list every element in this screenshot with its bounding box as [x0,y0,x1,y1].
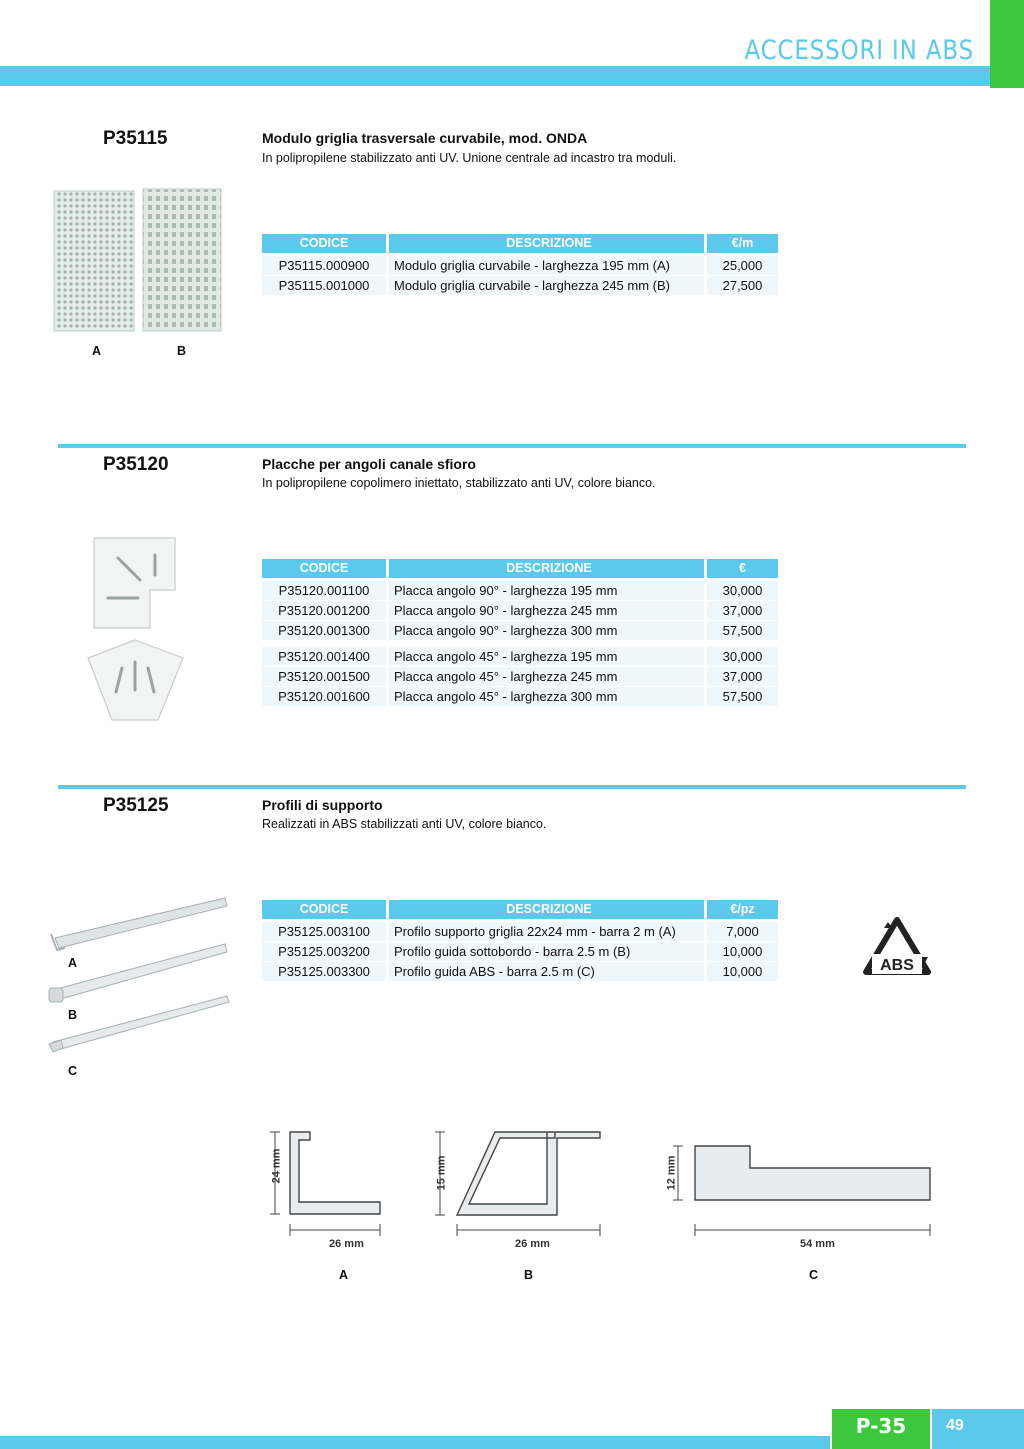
cell-description: Placca angolo 45° - larghezza 300 mm [389,687,704,707]
cell-price: 30,000 [707,581,778,601]
table-row [262,687,778,707]
product-description: Realizzati in ABS stabilizzati anti UV, colore bianco. [262,817,547,831]
cell-price: 10,000 [707,942,778,962]
table-row [262,962,778,982]
image-label: B [177,344,187,358]
section-divider [58,444,966,448]
product-title: Profili di supporto [262,797,383,813]
grid-module-image [50,185,225,335]
image-label: A [68,956,78,970]
table-row [262,922,778,942]
cell-code: P35120.001600 [262,687,386,707]
table-row [262,942,778,962]
cell-description: Placca angolo 45° - larghezza 195 mm [389,647,704,667]
drawing-label: A [339,1268,349,1282]
cell-description: Placca angolo 90° - larghezza 195 mm [389,581,704,601]
cell-code: P35120.001100 [262,581,386,601]
price-table [262,234,778,296]
product-title: Placche per angoli canale sfioro [262,456,476,472]
corner-plate-image [80,530,195,730]
dimension-width: 26 mm [329,1238,364,1250]
image-label: A [92,344,102,358]
table-header [262,559,778,578]
product-title: Modulo griglia trasversale curvabile, mod. ONDA [262,130,588,146]
dimension-height: 15 mm [435,1155,448,1191]
table-row [262,256,778,276]
column-header: CODICE [262,900,386,919]
column-header: DESCRIZIONE [389,559,704,578]
cell-description: Profilo guida sottobordo - barra 2.5 m (B) [389,942,704,962]
table-row [262,621,778,641]
cell-description: Profilo supporto griglia 22x24 mm - barra 2 m (A) [389,922,704,942]
image-label: C [68,1064,78,1078]
cell-description: Modulo griglia curvabile - larghezza 245 mm (B) [389,276,704,296]
column-header: €/pz [707,900,778,919]
table-row [262,601,778,621]
table-row [262,276,778,296]
header-bar [0,66,1024,86]
cell-price: 25,000 [707,256,778,276]
cell-code: P35115.000900 [262,256,386,276]
product-description: In polipropilene copolimero iniettato, stabilizzato anti UV, colore bianco. [262,476,656,490]
column-header: DESCRIZIONE [389,234,704,253]
cell-code: P35120.001500 [262,667,386,687]
cell-code: P35125.003100 [262,922,386,942]
cell-code: P35125.003300 [262,962,386,982]
drawing-label: B [524,1268,534,1282]
cell-description: Placca angolo 90° - larghezza 300 mm [389,621,704,641]
price-table [262,900,778,982]
cell-code: P35115.001000 [262,276,386,296]
product-code: P35125 [103,795,169,816]
column-header: CODICE [262,234,386,253]
cell-description: Placca angolo 45° - larghezza 245 mm [389,667,704,687]
table-row [262,667,778,687]
page-number: 49 [932,1409,1024,1449]
cell-description: Profilo guida ABS - barra 2.5 m (C) [389,962,704,982]
cell-price: 57,500 [707,687,778,707]
dimension-height: 24 mm [270,1148,283,1184]
footer-bar [0,1436,830,1449]
table-row [262,581,778,601]
cell-price: 10,000 [707,962,778,982]
cell-price: 37,000 [707,601,778,621]
table-header [262,900,778,919]
cell-price: 7,000 [707,922,778,942]
cell-price: 27,500 [707,276,778,296]
cell-description: Placca angolo 90° - larghezza 245 mm [389,601,704,621]
column-header: € [707,559,778,578]
profile-bars-image [45,890,235,1060]
cell-code: P35120.001200 [262,601,386,621]
column-header: €/m [707,234,778,253]
cell-code: P35120.001300 [262,621,386,641]
dimension-width: 54 mm [800,1238,835,1250]
section-divider [58,785,966,789]
cell-code: P35125.003200 [262,942,386,962]
table-header [262,234,778,253]
drawing-label: C [809,1268,819,1282]
recycle-abs-icon [862,916,932,980]
cell-price: 37,000 [707,667,778,687]
product-code: P35120 [103,454,169,475]
header-accent [990,0,1024,88]
column-header: DESCRIZIONE [389,900,704,919]
image-label: B [68,1008,78,1022]
price-table [262,559,778,707]
cell-price: 57,500 [707,621,778,641]
dimension-width: 26 mm [515,1238,550,1250]
table-row [262,647,778,667]
recycle-label: ABS [880,957,914,974]
section-badge: P-35 [832,1409,930,1449]
cell-description: Modulo griglia curvabile - larghezza 195 mm (A) [389,256,704,276]
page-title: ACCESSORI IN ABS [744,35,974,66]
cell-price: 30,000 [707,647,778,667]
dimension-height: 12 mm [665,1155,678,1191]
product-code: P35115 [103,128,168,149]
cell-code: P35120.001400 [262,647,386,667]
product-description: In polipropilene stabilizzato anti UV. Unione centrale ad incastro tra moduli. [262,151,677,165]
column-header: CODICE [262,559,386,578]
